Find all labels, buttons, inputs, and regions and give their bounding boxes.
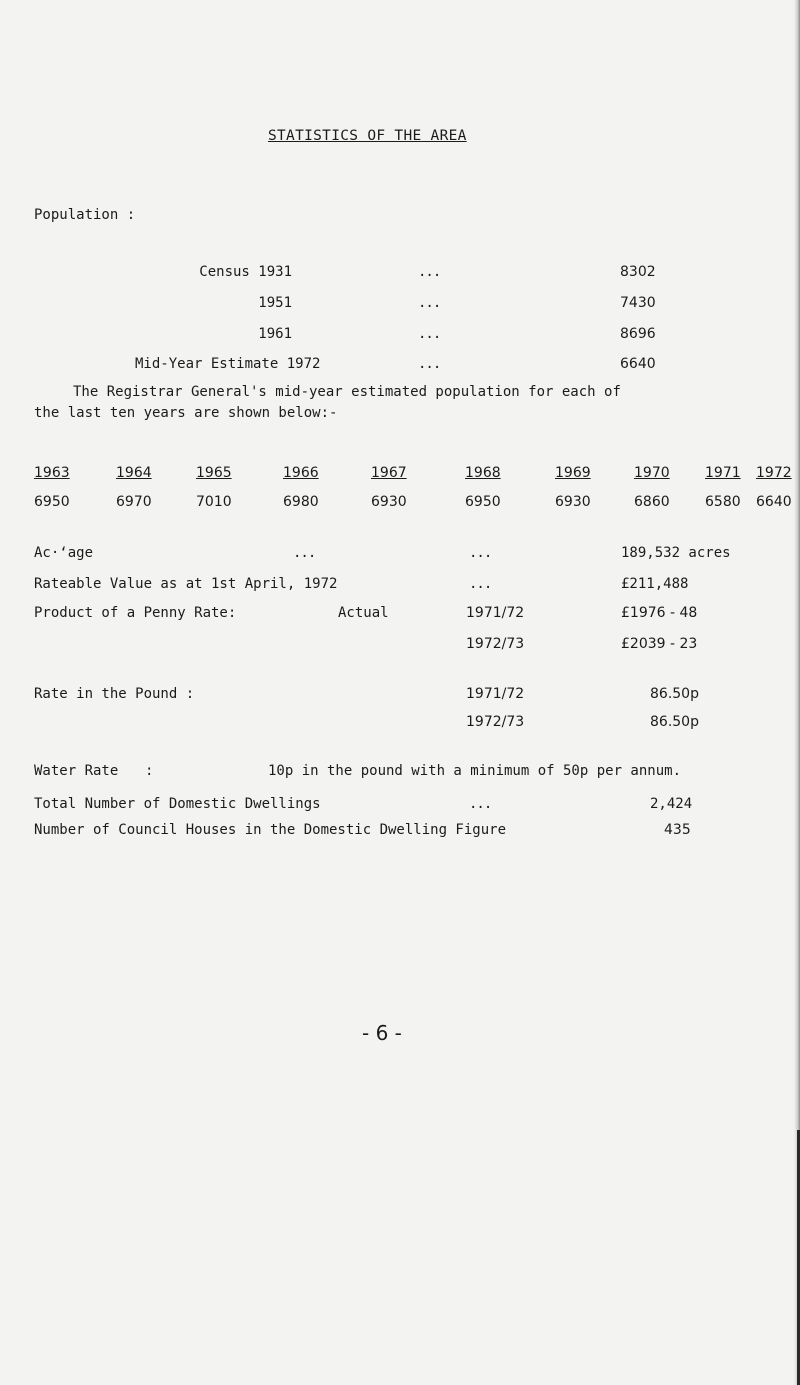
penny-rate-label: Product of a Penny Rate: — [34, 605, 237, 621]
water-rate-label: Water Rate — [34, 763, 119, 779]
value-1967: 6930 — [371, 494, 407, 510]
acreage-dots-1: ... — [293, 545, 316, 561]
census-dots-1951: ... — [418, 295, 441, 311]
census-label-1931: Census 1931 — [199, 264, 292, 280]
water-rate-colon: : — [145, 763, 154, 779]
value-1972: 6640 — [756, 494, 792, 510]
value-1969: 6930 — [555, 494, 591, 510]
year-1965: 1965 — [196, 465, 232, 481]
penny-rate-year-1: 1971/72 — [466, 605, 525, 621]
census-dots-1961: ... — [418, 326, 441, 342]
acreage-value: 189,532 acres — [621, 545, 731, 561]
year-1969: 1969 — [555, 465, 591, 481]
rateable-value: £211,488 — [621, 576, 689, 592]
rate-pound-year-2: 1972/73 — [466, 714, 525, 730]
penny-rate-value-1: £1976 - 48 — [621, 605, 698, 621]
year-1968: 1968 — [465, 465, 501, 481]
year-1970: 1970 — [634, 465, 670, 481]
rateable-label: Rateable Value as at 1st April, 1972 — [34, 576, 338, 592]
value-1968: 6950 — [465, 494, 501, 510]
year-1967: 1967 — [371, 465, 407, 481]
population-label: Population : — [34, 207, 136, 223]
value-1971: 6580 — [705, 494, 741, 510]
census-dots-1931: ... — [418, 264, 441, 280]
dwellings-dots: ... — [469, 796, 492, 812]
year-1964: 1964 — [116, 465, 152, 481]
year-1971: 1971 — [705, 465, 741, 481]
council-houses-value: 435 — [664, 822, 691, 838]
value-1970: 6860 — [634, 494, 670, 510]
penny-rate-year-2: 1972/73 — [466, 636, 525, 652]
census-value-1961: 8696 — [620, 326, 656, 342]
value-1965: 7010 — [196, 494, 232, 510]
penny-rate-qualifier: Actual — [338, 605, 389, 621]
water-rate-text: 10p in the pound with a minimum of 50p per annum. — [268, 763, 682, 779]
value-1966: 6980 — [283, 494, 319, 510]
page-title: STATISTICS OF THE AREA — [268, 128, 467, 144]
dwellings-value: 2,424 — [650, 796, 693, 812]
year-1972: 1972 — [756, 465, 792, 481]
value-1963: 6950 — [34, 494, 70, 510]
census-dots-estimate: ... — [418, 356, 441, 372]
census-label-1961: 1961 — [258, 326, 292, 342]
rate-pound-value-2: 86.50p — [650, 714, 699, 730]
census-value-estimate: 6640 — [620, 356, 656, 372]
acreage-label: Ac·ʻage — [34, 545, 94, 561]
rate-pound-value-1: 86.50p — [650, 686, 699, 702]
dwellings-label: Total Number of Domestic Dwellings — [34, 796, 321, 812]
acreage-dots-2: ... — [469, 545, 492, 561]
rate-pound-label: Rate in the Pound : — [34, 686, 195, 702]
note-line-2: the last ten years are shown below:- — [34, 405, 338, 421]
year-1963: 1963 — [34, 465, 70, 481]
census-label-estimate: Mid-Year Estimate 1972 — [135, 356, 321, 372]
rate-pound-year-1: 1971/72 — [466, 686, 525, 702]
page-number: - 6 - — [362, 1021, 402, 1045]
rateable-dots: ... — [469, 576, 492, 592]
note-line-1: The Registrar General's mid-year estimated population for each of — [73, 384, 621, 400]
census-value-1931: 8302 — [620, 264, 656, 280]
census-label-1951: 1951 — [258, 295, 292, 311]
penny-rate-value-2: £2039 - 23 — [621, 636, 698, 652]
year-1966: 1966 — [283, 465, 319, 481]
census-value-1951: 7430 — [620, 295, 656, 311]
value-1964: 6970 — [116, 494, 152, 510]
council-houses-label: Number of Council Houses in the Domestic Dwelling Figure — [34, 822, 507, 838]
